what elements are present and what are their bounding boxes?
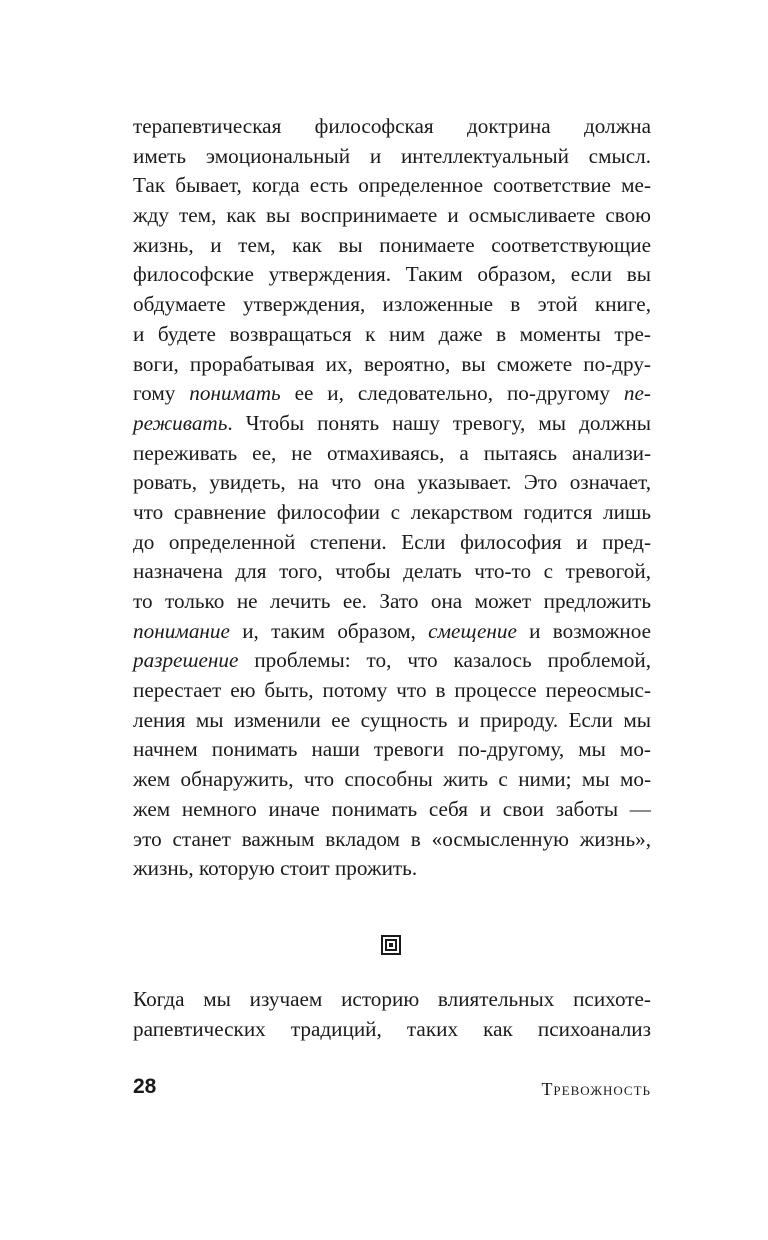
italic-emphasis: пе-	[623, 381, 651, 406]
text-line: перестает ею быть, потому что в процессе переосмыс-	[133, 678, 651, 703]
text-line: философские утверждения. Таким образом, если вы	[133, 262, 651, 287]
text-line: это станет важным вкладом в «осмысленную жизнь»,	[133, 826, 651, 851]
text-line: начнем понимать наши тревоги по-другому, мы мо-	[133, 737, 651, 762]
text-line: разрешение проблемы: то, что казалось проблемой,	[133, 648, 651, 673]
text-line: жем немного иначе понимать себя и свои заботы —	[133, 796, 651, 821]
italic-emphasis: понимать	[189, 381, 281, 406]
text-line: что сравнение философии с лекарством годится лишь	[133, 499, 651, 524]
text-line: Когда мы изучаем историю влиятельных психоте-	[133, 987, 651, 1011]
text-line: жизнь, и тем, как вы понимаете соответствующие	[133, 232, 651, 257]
text-line: воги, прорабатывая их, вероятно, вы сможете по-дру-	[133, 351, 651, 376]
text-line: гому понимать ее и, следовательно, по-другому пе-	[133, 381, 651, 406]
text-line: понимание и, таким образом, смещение и возможное	[133, 618, 652, 643]
text-line: назначена для того, чтобы делать что-то с тревогой,	[133, 559, 651, 584]
text-line: ровать, увидеть, на что она указывает. Это означает,	[133, 470, 651, 495]
italic-emphasis: понимание	[133, 618, 230, 643]
italic-emphasis: разрешение	[133, 648, 239, 673]
text-line: до определенной степени. Если философия и пред-	[133, 529, 651, 554]
italic-emphasis: смещение	[428, 618, 517, 643]
text-line: терапевтическая философская доктрина должна	[133, 114, 651, 138]
running-head: Тревожность	[541, 1079, 651, 1099]
section-break-ornament-icon	[381, 935, 401, 955]
page-number: 28	[133, 1075, 157, 1098]
text-line: жду тем, как вы воспринимаете и осмысливаете свою	[133, 203, 651, 228]
text-line: переживать ее, не отмахиваясь, а пытаясь анализи-	[133, 440, 651, 465]
text-line: то только не лечить ее. Зато она может предложить	[133, 589, 651, 613]
text-line: иметь эмоциональный и интеллектуальный смысл.	[133, 143, 651, 168]
text-line: обдумаете утверждения, изложенные в этой книге,	[133, 292, 651, 317]
text-line: жизнь, которую стоит прожить.	[133, 856, 418, 881]
text-line: ления мы изменили ее сущность и природу. Если мы	[133, 707, 651, 732]
text-line: реживать. Чтобы понять нашу тревогу, мы должны	[133, 410, 651, 435]
italic-emphasis: реживать	[133, 410, 228, 435]
text-line: рапевтических традиций, таких как психоанализ	[133, 1016, 651, 1041]
paragraph-2	[133, 985, 651, 1044]
paragraph-1	[133, 112, 651, 884]
text-line: и будете возвращаться к ним даже в моменты тре-	[133, 321, 651, 346]
text-line: Так бывает, когда есть определенное соответствие ме-	[133, 173, 651, 198]
text-line: жем обнаружить, что способны жить с ними; мы мо-	[133, 767, 651, 792]
